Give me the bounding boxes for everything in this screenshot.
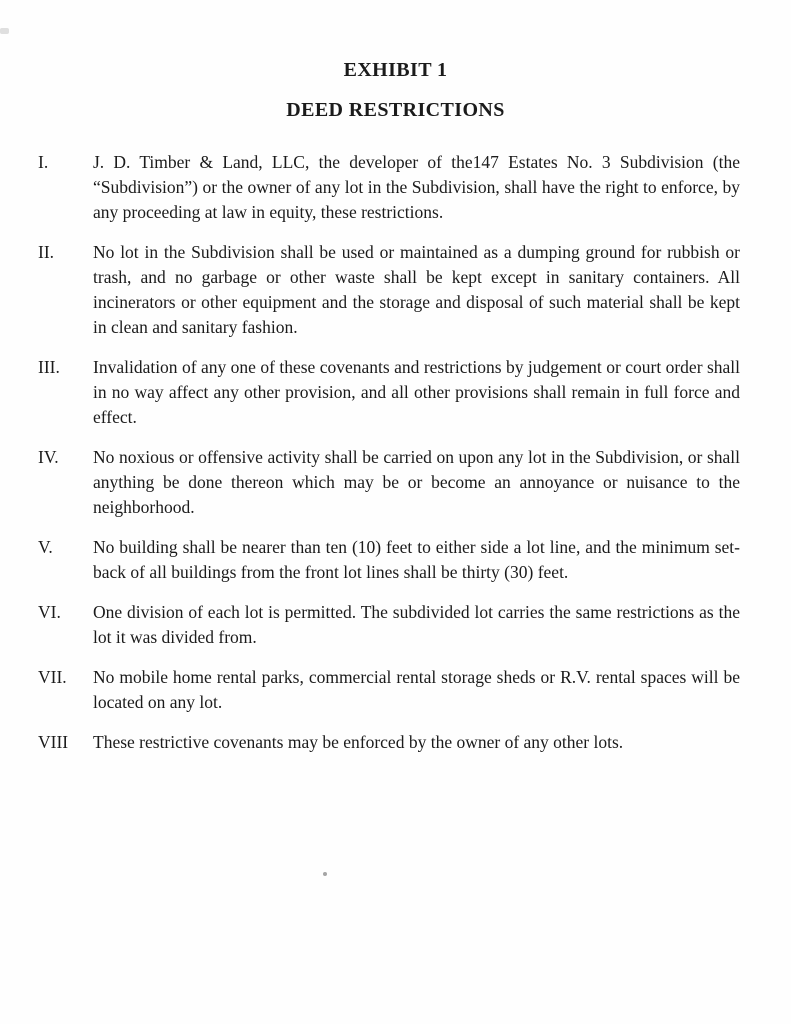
deed-restrictions-list <box>0 150 791 755</box>
exhibit-title: EXHIBIT 1 <box>343 59 448 81</box>
scan-artifact-top-left <box>0 28 9 34</box>
section-text: No mobile home rental parks, commercial rental storage sheds or R.V. rental spaces will be located on any lot. <box>93 667 740 712</box>
section-text: These restrictive covenants may be enforced by the owner of any other lots. <box>93 732 624 752</box>
section-numeral: IV. <box>38 447 59 467</box>
section-numeral: VIII <box>38 732 69 752</box>
deed-restriction-item <box>38 445 740 520</box>
deed-restrictions-heading: DEED RESTRICTIONS <box>286 99 505 121</box>
section-numeral: I. <box>38 152 49 172</box>
section-text: Invalidation of any one of these covenants and restrictions by judgement or court order shall in no way affect any other provision, and all other provisions shall remain in full force and effect. <box>93 357 740 427</box>
section-text: No lot in the Subdivision shall be used or maintained as a dumping ground for rubbish or trash, and no garbage or other waste shall be kept except in sanitary containers. All incinerators or other equipment and the storage and disposal of such material shall be kept in clean and sanitary fashion. <box>93 242 740 337</box>
deed-restriction-item <box>38 665 740 715</box>
section-text: No noxious or offensive activity shall be carried on upon any lot in the Subdivision, or shall anything be done thereon which may be or become an annoyance or nuisance to the neighborhood. <box>93 447 740 517</box>
section-text: J. D. Timber & Land, LLC, the developer of the147 Estates No. 3 Subdivision (the “Subdivision”) or the owner of any lot in the Subdivision, shall have the right to enforce, by any proceeding at law in equity, these restrictions. <box>93 152 740 222</box>
section-numeral: III. <box>38 357 60 377</box>
scan-artifact-center-dot <box>323 872 327 876</box>
deed-restriction-item <box>38 535 740 585</box>
section-text: One division of each lot is permitted. The subdivided lot carries the same restrictions as the lot it was divided from. <box>93 602 740 647</box>
deed-restriction-item <box>38 355 740 430</box>
section-numeral: VI. <box>38 602 61 622</box>
deed-restriction-item <box>38 150 740 225</box>
section-text: No building shall be nearer than ten (10) feet to either side a lot line, and the minimum set-back of all buildings from the front lot lines shall be thirty (30) feet. <box>93 537 740 582</box>
section-numeral: VII. <box>38 667 67 687</box>
section-numeral: V. <box>38 537 53 557</box>
deed-restriction-item <box>38 600 740 650</box>
section-numeral: II. <box>38 242 55 262</box>
deed-restriction-item <box>38 240 740 340</box>
deed-restriction-item <box>38 730 740 755</box>
